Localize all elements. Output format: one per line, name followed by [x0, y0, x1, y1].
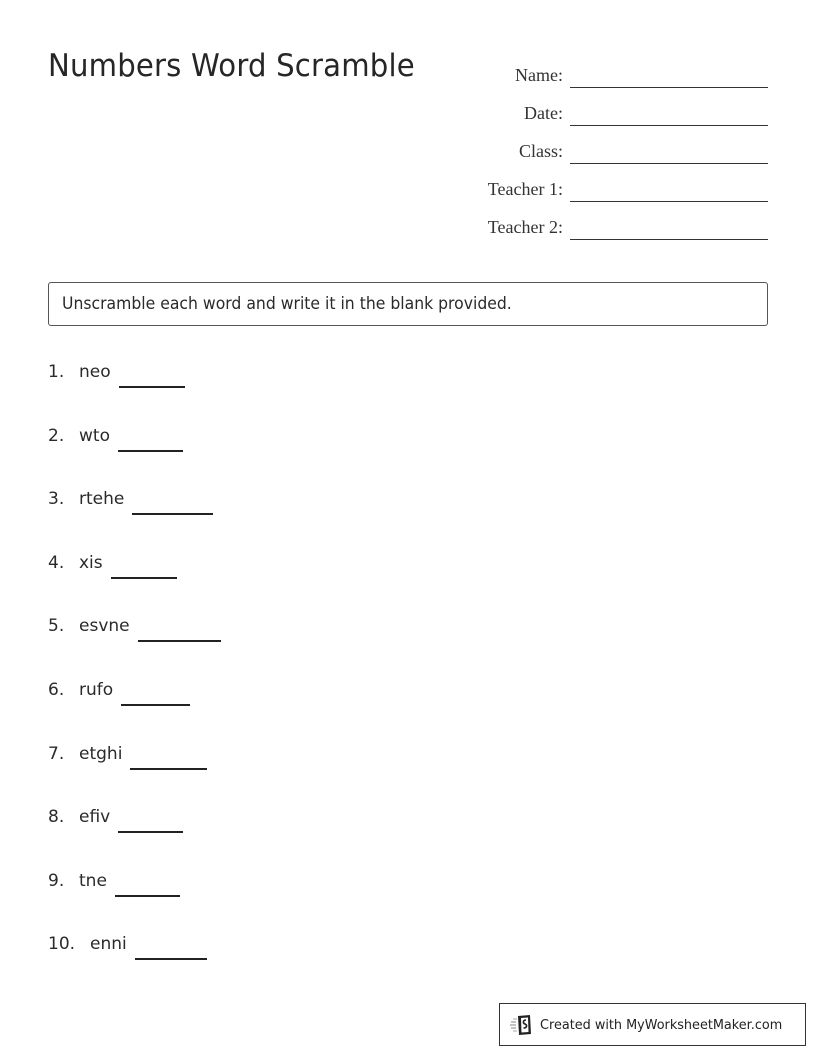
question-number: 3. — [48, 489, 65, 510]
teacher-2-field[interactable] — [570, 212, 768, 240]
teacher-2-label: Teacher 2: — [487, 217, 563, 237]
created-with-badge[interactable] — [499, 1003, 806, 1046]
question-number: 6. — [48, 679, 65, 700]
date-field[interactable] — [570, 98, 768, 126]
instructions-text: Unscramble each word and write it in the blank provided. — [62, 294, 512, 314]
scrambled-word: tne — [79, 870, 107, 891]
created-with-text: Created with MyWorksheetMaker.com — [540, 1016, 783, 1033]
worksheet-title: Numbers Word Scramble — [48, 48, 415, 84]
date-label: Date: — [524, 103, 563, 123]
question-item — [48, 616, 221, 680]
question-item — [48, 680, 221, 744]
question-number: 10. — [48, 934, 76, 955]
name-field[interactable] — [570, 60, 768, 88]
scrambled-word: esvne — [79, 616, 130, 637]
answer-blank[interactable] — [115, 871, 180, 897]
scrambled-word: etghi — [79, 743, 123, 764]
answer-blank[interactable] — [121, 680, 190, 706]
question-number: 4. — [48, 552, 65, 573]
student-info-fields — [470, 50, 768, 240]
answer-blank[interactable] — [132, 489, 213, 515]
class-field-row — [470, 126, 768, 164]
question-item — [48, 934, 221, 998]
scrambled-word: efiv — [79, 807, 111, 828]
scrambled-word: enni — [90, 934, 127, 955]
question-item — [48, 553, 221, 617]
question-number: 8. — [48, 807, 65, 828]
answer-blank[interactable] — [130, 744, 207, 770]
answer-blank[interactable] — [118, 807, 183, 833]
answer-blank[interactable] — [118, 426, 183, 452]
name-label: Name: — [515, 65, 563, 85]
question-item — [48, 426, 221, 490]
answer-blank[interactable] — [138, 616, 221, 642]
instructions-box — [48, 282, 768, 326]
question-number: 9. — [48, 870, 65, 891]
answer-blank[interactable] — [135, 934, 207, 960]
date-field-row — [470, 88, 768, 126]
question-item — [48, 871, 221, 935]
question-list — [48, 362, 221, 998]
question-item — [48, 744, 221, 808]
teacher-1-field-row — [470, 164, 768, 202]
answer-blank[interactable] — [119, 362, 185, 388]
scrambled-word: rufo — [79, 679, 114, 700]
scrambled-word: rtehe — [79, 489, 125, 510]
teacher-1-field[interactable] — [570, 174, 768, 202]
question-item — [48, 807, 221, 871]
question-number: 5. — [48, 616, 65, 637]
question-item — [48, 489, 221, 553]
question-number: 7. — [48, 743, 65, 764]
question-item — [48, 362, 221, 426]
scrambled-word: wto — [79, 425, 110, 446]
question-number: 2. — [48, 425, 65, 446]
scrambled-word: xis — [79, 552, 103, 573]
question-number: 1. — [48, 362, 65, 382]
scrambled-word: neo — [79, 362, 111, 382]
teacher-1-label: Teacher 1: — [487, 179, 563, 199]
answer-blank[interactable] — [111, 553, 177, 579]
name-field-row — [470, 50, 768, 88]
class-field[interactable] — [570, 136, 768, 164]
class-label: Class: — [518, 141, 563, 161]
teacher-2-field-row — [470, 202, 768, 240]
worksheet-maker-logo-icon — [510, 1014, 534, 1036]
